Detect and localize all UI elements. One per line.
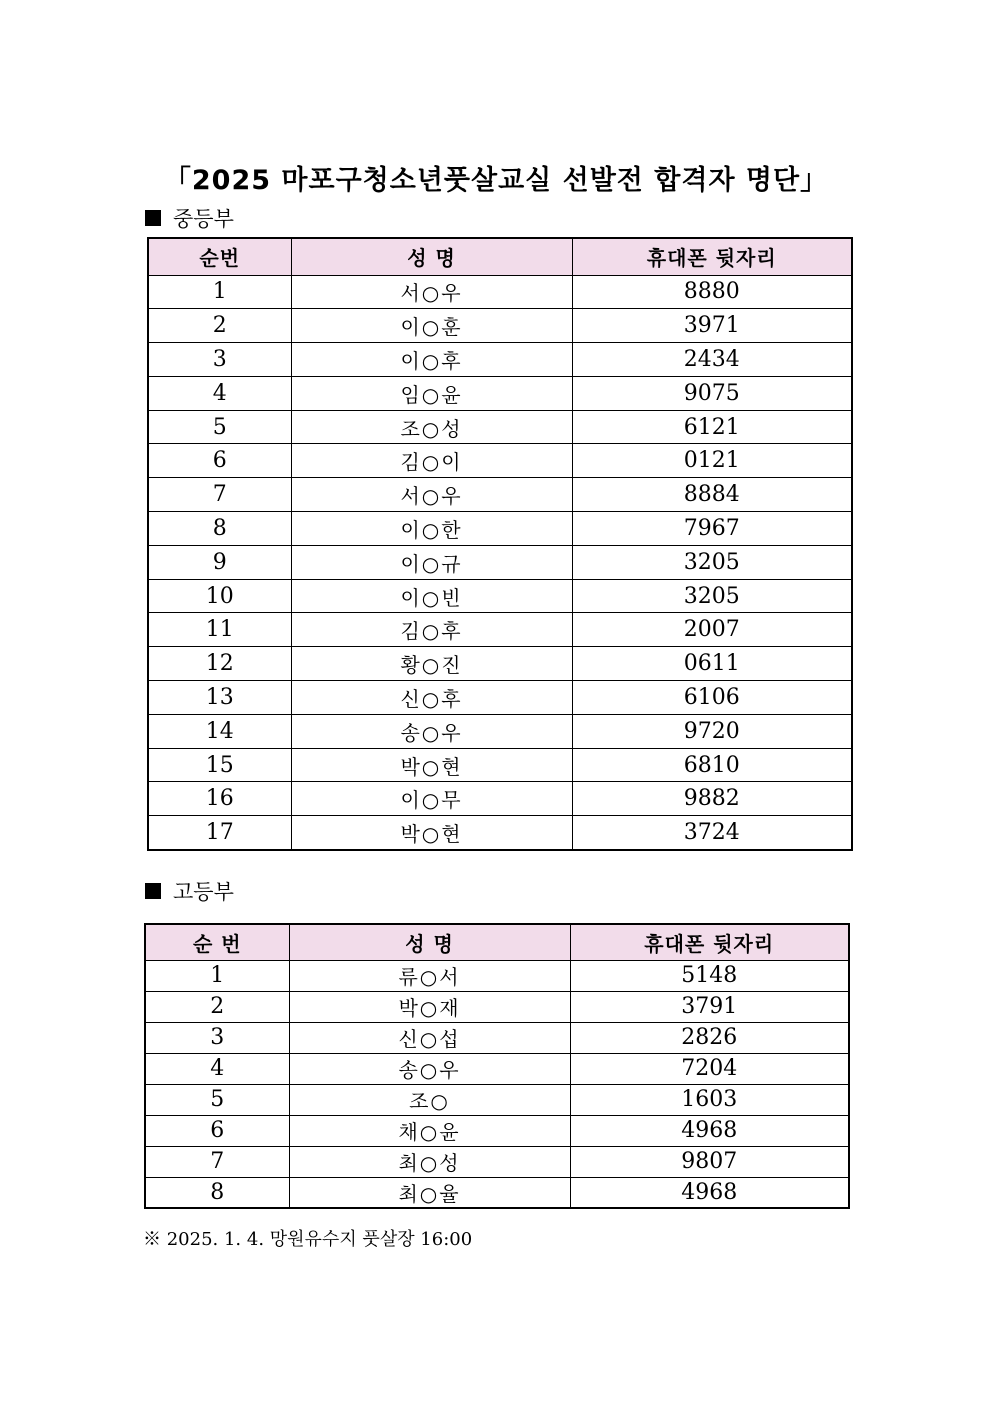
header-phone: 휴대폰 뒷자리: [570, 924, 849, 960]
row-phone: 5148: [570, 960, 849, 991]
row-phone: 6106: [572, 681, 852, 715]
row-name: 신○섭: [289, 1022, 570, 1053]
table-row: [148, 275, 852, 309]
table-row: [148, 410, 852, 444]
row-phone: 7967: [572, 512, 852, 546]
table-row: [148, 647, 852, 681]
row-number: 9: [148, 545, 291, 579]
row-phone: 3724: [572, 816, 852, 850]
row-name: 조○성: [291, 410, 572, 444]
row-phone: 2434: [572, 343, 852, 377]
section-heading-label: 고등부: [173, 880, 234, 904]
row-number: 2: [145, 991, 289, 1022]
row-phone: 9882: [572, 782, 852, 816]
row-phone: 0121: [572, 444, 852, 478]
row-phone: 8884: [572, 478, 852, 512]
row-name: 임○윤: [291, 376, 572, 410]
row-number: 1: [145, 960, 289, 991]
row-number: 4: [148, 376, 291, 410]
middle-school-table: [147, 237, 853, 851]
row-phone: 4968: [570, 1177, 849, 1208]
row-number: 8: [145, 1177, 289, 1208]
table-row: [148, 478, 852, 512]
row-number: 14: [148, 714, 291, 748]
row-number: 6: [145, 1115, 289, 1146]
header-phone: 휴대폰 뒷자리: [572, 238, 852, 275]
row-name: 서○우: [291, 275, 572, 309]
row-number: 3: [148, 343, 291, 377]
table-row: [148, 579, 852, 613]
row-name: 김○이: [291, 444, 572, 478]
row-phone: 3971: [572, 309, 852, 343]
section-heading-high: [145, 876, 234, 906]
square-bullet-icon: [145, 210, 161, 226]
row-number: 6: [148, 444, 291, 478]
row-number: 17: [148, 816, 291, 850]
row-phone: 3791: [570, 991, 849, 1022]
schedule-note: ※ 2025. 1. 4. 망원유수지 풋살장 16:00: [143, 1229, 473, 1250]
page-title: 「2025 마포구청소년풋살교실 선발전 합격자 명단」: [163, 165, 829, 196]
row-name: 최○성: [289, 1146, 570, 1177]
row-phone: 6121: [572, 410, 852, 444]
table-row: [148, 681, 852, 715]
header-number: 순번: [148, 238, 291, 275]
table-row: [148, 714, 852, 748]
high-school-table: [144, 923, 850, 1209]
row-name: 박○현: [291, 816, 572, 850]
table-row: [145, 1084, 849, 1115]
row-phone: 9807: [570, 1146, 849, 1177]
row-phone: 9075: [572, 376, 852, 410]
row-name: 조○: [289, 1084, 570, 1115]
table-header-row: [145, 924, 849, 960]
row-phone: 6810: [572, 748, 852, 782]
table-row: [148, 613, 852, 647]
section-heading-label: 중등부: [173, 207, 234, 231]
table-row: [145, 1022, 849, 1053]
row-number: 16: [148, 782, 291, 816]
row-name: 이○한: [291, 512, 572, 546]
table-row: [145, 1053, 849, 1084]
row-number: 1: [148, 275, 291, 309]
row-name: 박○재: [289, 991, 570, 1022]
row-phone: 3205: [572, 545, 852, 579]
header-name: 성 명: [291, 238, 572, 275]
row-name: 이○빈: [291, 579, 572, 613]
table-row: [148, 816, 852, 850]
row-number: 13: [148, 681, 291, 715]
row-number: 5: [145, 1084, 289, 1115]
table-row: [148, 512, 852, 546]
table-header-row: [148, 238, 852, 275]
row-name: 채○윤: [289, 1115, 570, 1146]
table-row: [148, 309, 852, 343]
table-row: [148, 343, 852, 377]
table-row: [145, 991, 849, 1022]
table-row: [148, 748, 852, 782]
table-row: [145, 1146, 849, 1177]
row-name: 최○율: [289, 1177, 570, 1208]
row-phone: 8880: [572, 275, 852, 309]
table-row: [148, 782, 852, 816]
row-number: 8: [148, 512, 291, 546]
row-number: 12: [148, 647, 291, 681]
row-number: 3: [145, 1022, 289, 1053]
row-phone: 3205: [572, 579, 852, 613]
row-name: 류○서: [289, 960, 570, 991]
row-number: 7: [145, 1146, 289, 1177]
table-row: [145, 1115, 849, 1146]
row-name: 이○무: [291, 782, 572, 816]
row-phone: 9720: [572, 714, 852, 748]
row-name: 서○우: [291, 478, 572, 512]
row-number: 4: [145, 1053, 289, 1084]
row-phone: 2826: [570, 1022, 849, 1053]
row-name: 신○후: [291, 681, 572, 715]
square-bullet-icon: [145, 883, 161, 899]
row-name: 이○훈: [291, 309, 572, 343]
row-name: 송○우: [291, 714, 572, 748]
row-number: 5: [148, 410, 291, 444]
header-name: 성 명: [289, 924, 570, 960]
table-row: [148, 376, 852, 410]
row-name: 김○후: [291, 613, 572, 647]
row-number: 15: [148, 748, 291, 782]
table-row: [148, 545, 852, 579]
row-number: 11: [148, 613, 291, 647]
row-number: 2: [148, 309, 291, 343]
row-name: 송○우: [289, 1053, 570, 1084]
row-name: 박○현: [291, 748, 572, 782]
row-name: 황○진: [291, 647, 572, 681]
row-phone: 0611: [572, 647, 852, 681]
row-phone: 4968: [570, 1115, 849, 1146]
row-phone: 2007: [572, 613, 852, 647]
section-heading-middle: [145, 203, 234, 233]
row-number: 10: [148, 579, 291, 613]
row-phone: 7204: [570, 1053, 849, 1084]
table-row: [145, 1177, 849, 1208]
row-name: 이○후: [291, 343, 572, 377]
row-phone: 1603: [570, 1084, 849, 1115]
table-row: [145, 960, 849, 991]
row-name: 이○규: [291, 545, 572, 579]
table-row: [148, 444, 852, 478]
header-number: 순 번: [145, 924, 289, 960]
row-number: 7: [148, 478, 291, 512]
